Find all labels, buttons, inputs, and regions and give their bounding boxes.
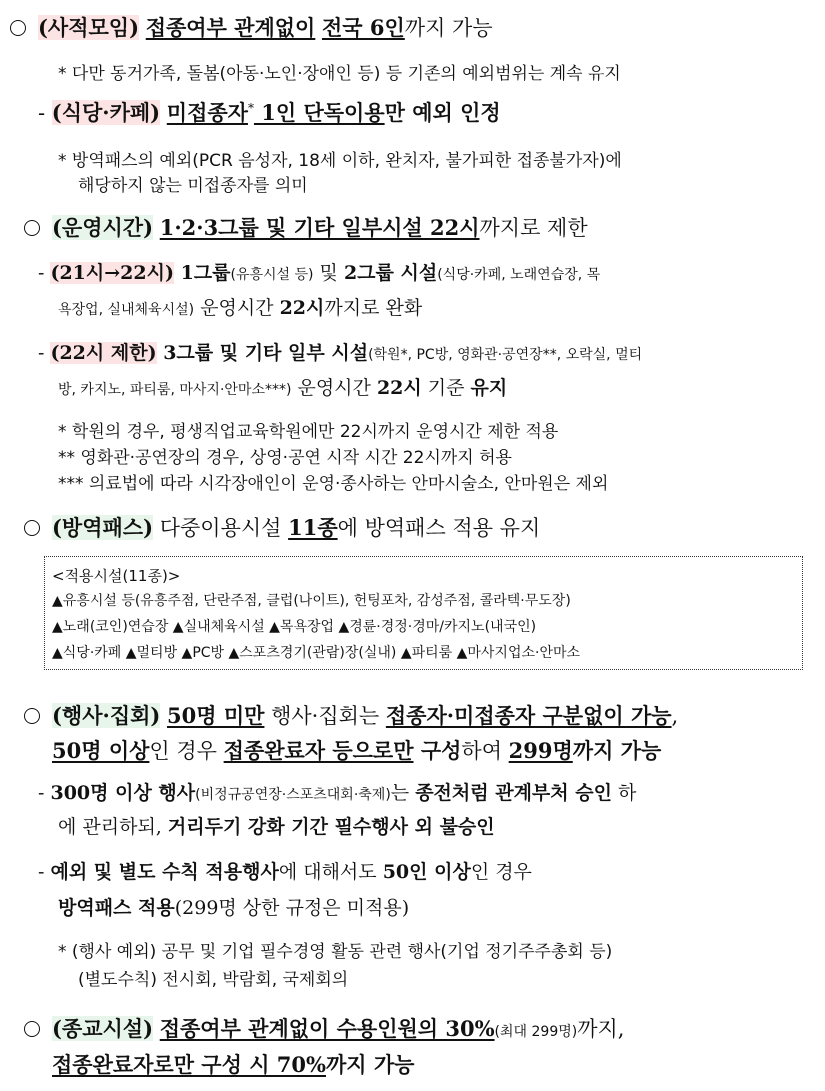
box-row: ▲노래(코인)연습장 ▲실내체육시설 ▲목욕장업 ▲경륜·경정·경마/카지노(내국인) <box>52 619 537 635</box>
circle-bullet-icon <box>24 1021 40 1037</box>
box-title: <적용시설(11종)> <box>52 567 181 585</box>
section-events: (행사·집회) 50명 미만 행사·집회는 접종자·미접종자 구분없이 가능, <box>24 700 678 730</box>
circle-bullet-icon <box>10 20 26 36</box>
section-vaccine-pass: (방역패스) 다중이용시설 11종에 방역패스 적용 유지 <box>24 512 540 542</box>
note-line: *** 의료법에 따라 시각장애인이 운영·종사하는 안마시술소, 안마원은 제외 <box>58 474 609 494</box>
subsection-restaurant-cafe: - (식당·카페) 미접종자* 1인 단독이용만 예외 인정 <box>38 100 501 125</box>
subsection-22-limit: - (22시 제한) 3그룹 및 기타 일부 시설(학원*, PC방, 영화관·공연장**, 오락실, 멀티 <box>38 342 643 364</box>
subsection-300-events: - 300명 이상 행사(비정규공연장·스포츠대회·축제)는 종전처럼 관계부처 승인 하 <box>38 782 637 804</box>
subsection-300-events-cont: 에 관리하되, 거리두기 강화 기간 필수행사 외 불승인 <box>58 816 495 838</box>
box-row: ▲식당·카페 ▲멀티방 ▲PC방 ▲스포츠경기(관람)장(실내) ▲파티룸 ▲마사지업소·안마소 <box>52 645 581 661</box>
note-line: * 학원의 경우, 평생직업교육학원에만 22시까지 운영시간 제한 적용 <box>58 422 559 442</box>
box-row: ▲유흥시설 등(유흥주점, 단란주점, 클럽(나이트), 헌팅포차, 감성주점, 콜라텍·무도장) <box>52 593 571 609</box>
tag-label: (식당·카페) <box>51 100 161 125</box>
subsection-21-to-22: - (21시→22시) 1그룹(유흥시설 등) 및 2그룹 시설(식당·카페, 노래연습장, 목 <box>38 262 601 284</box>
note-line: * (행사 예외) 공무 및 기업 필수경영 활동 관련 행사(기업 정기주주총회 등) <box>58 942 613 962</box>
tag-label: (방역패스) <box>52 515 154 540</box>
circle-bullet-icon <box>24 520 40 536</box>
subsection-exception-events: - 예외 및 별도 수칙 적용행사에 대해서도 50인 이상인 경우 <box>38 861 532 883</box>
tag-label: (22시 제한) <box>50 342 157 364</box>
note-line: * 방역패스의 예외(PCR 음성자, 18세 이하, 완치자, 불가피한 접종불가자)에 <box>58 151 622 171</box>
section-operating-hours: (운영시간) 1·2·3그룹 및 기타 일부시설 22시까지로 제한 <box>24 212 588 242</box>
applied-facilities-box <box>44 556 803 670</box>
circle-bullet-icon <box>24 220 40 236</box>
tag-label: (종교시설) <box>52 1016 154 1041</box>
subsection-22-limit-cont: 방, 카지노, 파티룸, 마사지·안마소***) 운영시간 22시 기준 유지 <box>58 377 508 399</box>
note-line: 해당하지 않는 미접종자를 의미 <box>78 176 308 196</box>
note-line: * 다만 동거가족, 돌봄(아동·노인·장애인 등) 등 기존의 예외범위는 계속 유지 <box>58 64 621 84</box>
tag-label: (21시→22시) <box>50 262 174 284</box>
tag-label: (행사·집회) <box>52 703 161 728</box>
tag-label: (사적모임) <box>38 15 140 40</box>
subsection-exception-events-cont: 방역패스 적용(299명 상한 규정은 미적용) <box>58 897 410 919</box>
tag-label: (운영시간) <box>52 215 154 240</box>
note-line: (별도수칙) 전시회, 박람회, 국제회의 <box>78 970 349 990</box>
note-line: ** 영화관·공연장의 경우, 상영·공연 시작 시간 22시까지 허용 <box>58 448 512 468</box>
subsection-21-to-22-cont: 욕장업, 실내체육시설) 운영시간 22시까지로 완화 <box>58 297 423 319</box>
section-religious-facilities-cont: 접종완료자로만 구성 시 70%까지 가능 <box>52 1052 415 1077</box>
section-religious-facilities: (종교시설) 접종여부 관계없이 수용인원의 30%(최대 299명)까지, <box>24 1013 624 1043</box>
section-events-cont: 50명 이상인 경우 접종완료자 등으로만 구성하여 299명까지 가능 <box>52 738 662 763</box>
section-private-gathering: (사적모임) 접종여부 관계없이 전국 6인까지 가능 <box>10 12 493 42</box>
circle-bullet-icon <box>24 708 40 724</box>
